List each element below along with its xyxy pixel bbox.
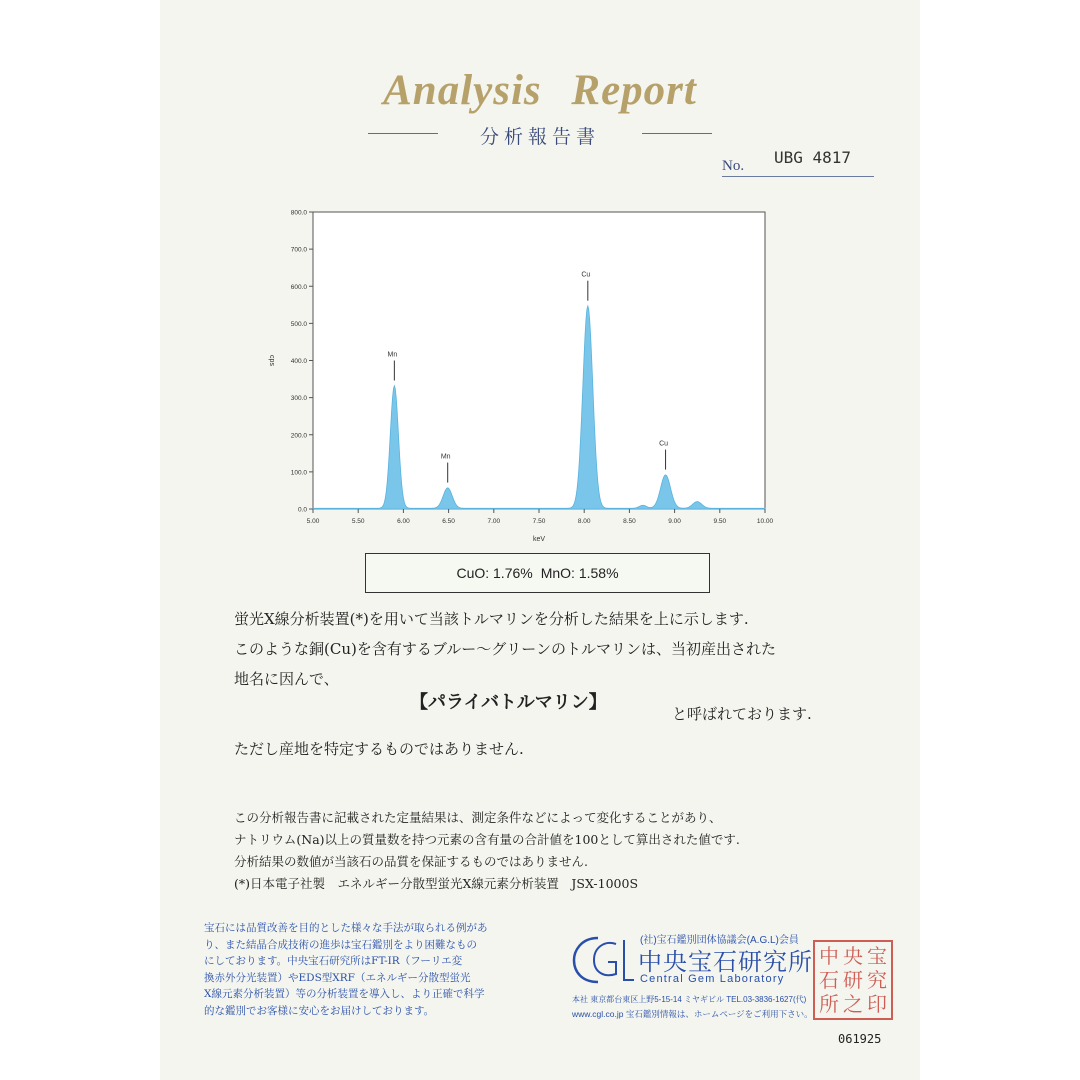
- stone-name: 【パライバトルマリン】: [410, 692, 607, 713]
- peak-label: Mn: [440, 453, 451, 461]
- x-tick-label: 10.00: [756, 518, 774, 525]
- disclaimer-line: 的な鑑別でお客様に安心をお届けしております。: [204, 1004, 435, 1017]
- seal-char: 央: [843, 944, 863, 968]
- y-axis-label: cps: [268, 355, 275, 366]
- plot-frame: [313, 212, 765, 509]
- y-tick-label: 700.0: [290, 246, 307, 254]
- cgl-logo-icon: [568, 930, 638, 990]
- lab-name-ja: 中央宝石研究所: [638, 948, 813, 976]
- report-sheet: [160, 0, 920, 1080]
- y-tick-label: 600.0: [290, 283, 307, 291]
- seal-char: 石: [819, 968, 839, 992]
- seal-char: 所: [819, 992, 839, 1016]
- seal-char: 宝: [867, 944, 887, 968]
- y-tick-label: 0.0: [297, 506, 307, 514]
- subtitle-rule-right: [642, 133, 712, 134]
- y-tick-label: 300.0: [290, 395, 307, 403]
- disclaimer-line: 宝石には品質改善を目的とした様々な手法が取られる例があ: [204, 922, 488, 934]
- y-tick-label: 400.0: [290, 358, 307, 365]
- x-tick-label: 8.50: [623, 518, 636, 525]
- x-tick-label: 8.00: [577, 518, 591, 525]
- body-line-4: と呼ばれております.: [672, 705, 812, 723]
- y-tick-label: 100.0: [290, 469, 307, 477]
- body-line-5: ただし産地を特定するものではありません.: [234, 740, 524, 758]
- peak-label: Cu: [659, 440, 669, 448]
- peak-label: Cu: [581, 271, 591, 279]
- disclaimer-line: X線元素分析装置）等の分析装置を導入し、より正確で科学: [204, 988, 485, 1001]
- report-number-value: UBG 4817: [774, 148, 852, 167]
- disclaimer-line: り、また結晶合成技術の進歩は宝石鑑別をより困難なもの: [204, 938, 477, 951]
- body-line-2: このような銅(Cu)を含有するブルー〜グリーンのトルマリンは、当初産出された: [234, 640, 776, 658]
- x-tick-label: 5.00: [306, 518, 320, 525]
- y-tick-label: 500.0: [290, 320, 307, 328]
- report-title: Analysis Report: [383, 67, 697, 114]
- y-tick-label: 200.0: [290, 432, 307, 440]
- subtitle-block: [368, 122, 712, 146]
- x-tick-label: 7.50: [532, 518, 546, 525]
- report-number: [722, 148, 874, 177]
- mno-result: MnO: 1.58%: [540, 565, 619, 581]
- lab-address: 本社 東京都台東区上野5-15-14 ミヤギビル TEL.03-3836-1627(代): [572, 995, 807, 1004]
- note-line-1: この分析報告書に記載された定量結果は、測定条件などによって変化することがあり、: [234, 810, 722, 825]
- seal-char: 之: [843, 992, 863, 1016]
- x-axis-label: keV: [532, 536, 546, 543]
- seal-char: 中: [819, 944, 839, 968]
- report-number-label: No.: [722, 158, 745, 174]
- x-tick-label: 9.50: [713, 518, 727, 525]
- association-text: (社)宝石鑑別団体協議会(A.G.L)会員: [640, 935, 799, 946]
- body-line-1: 蛍光X線分析装置(*)を用いて当該トルマリンを分析した結果を上に示します.: [234, 610, 749, 628]
- disclaimer-line: にしております。中央宝石研究所はFT-IR（フーリエ変: [204, 955, 463, 968]
- y-tick-label: 800.0: [290, 209, 307, 217]
- seal-char: 究: [867, 968, 887, 992]
- result-box: [365, 553, 710, 593]
- x-tick-label: 9.00: [668, 518, 681, 525]
- cuo-result: CuO: 1.76%: [456, 565, 533, 581]
- x-tick-label: 7.00: [487, 518, 501, 525]
- disclaimer-line: 換赤外分光装置）やEDS型XRF（エネルギー分散型蛍光: [204, 971, 471, 984]
- report-subtitle: 分析報告書: [479, 126, 600, 148]
- serial-number: 061925: [838, 1032, 882, 1046]
- note-line-3: 分析結果の数値が当該石の品質を保証するものではありません.: [234, 854, 588, 869]
- disclaimer-block: [204, 920, 534, 1020]
- seal-char: 研: [843, 968, 863, 992]
- seal-char: 印: [867, 992, 887, 1016]
- x-tick-label: 6.50: [442, 518, 455, 525]
- lab-name-en: Central Gem Laboratory: [640, 973, 785, 985]
- lab-seal: [813, 940, 893, 1020]
- x-tick-label: 6.00: [397, 518, 410, 525]
- note-line-2: ナトリウム(Na)以上の質量数を持つ元素の含有量の合計値を100として算出された値です.: [234, 832, 740, 847]
- note-line-4: (*)日本電子社製 エネルギー分散型蛍光X線元素分析装置 JSX-1000S: [234, 876, 639, 891]
- body-line-3: 地名に因んで、: [234, 670, 339, 688]
- peak-label: Mn: [387, 351, 398, 359]
- xrf-spectrum-chart: [260, 200, 780, 550]
- lab-website: www.cgl.co.jp 宝石鑑別情報は、ホームページをご利用下さい。: [572, 1009, 813, 1019]
- x-tick-label: 5.50: [351, 518, 365, 525]
